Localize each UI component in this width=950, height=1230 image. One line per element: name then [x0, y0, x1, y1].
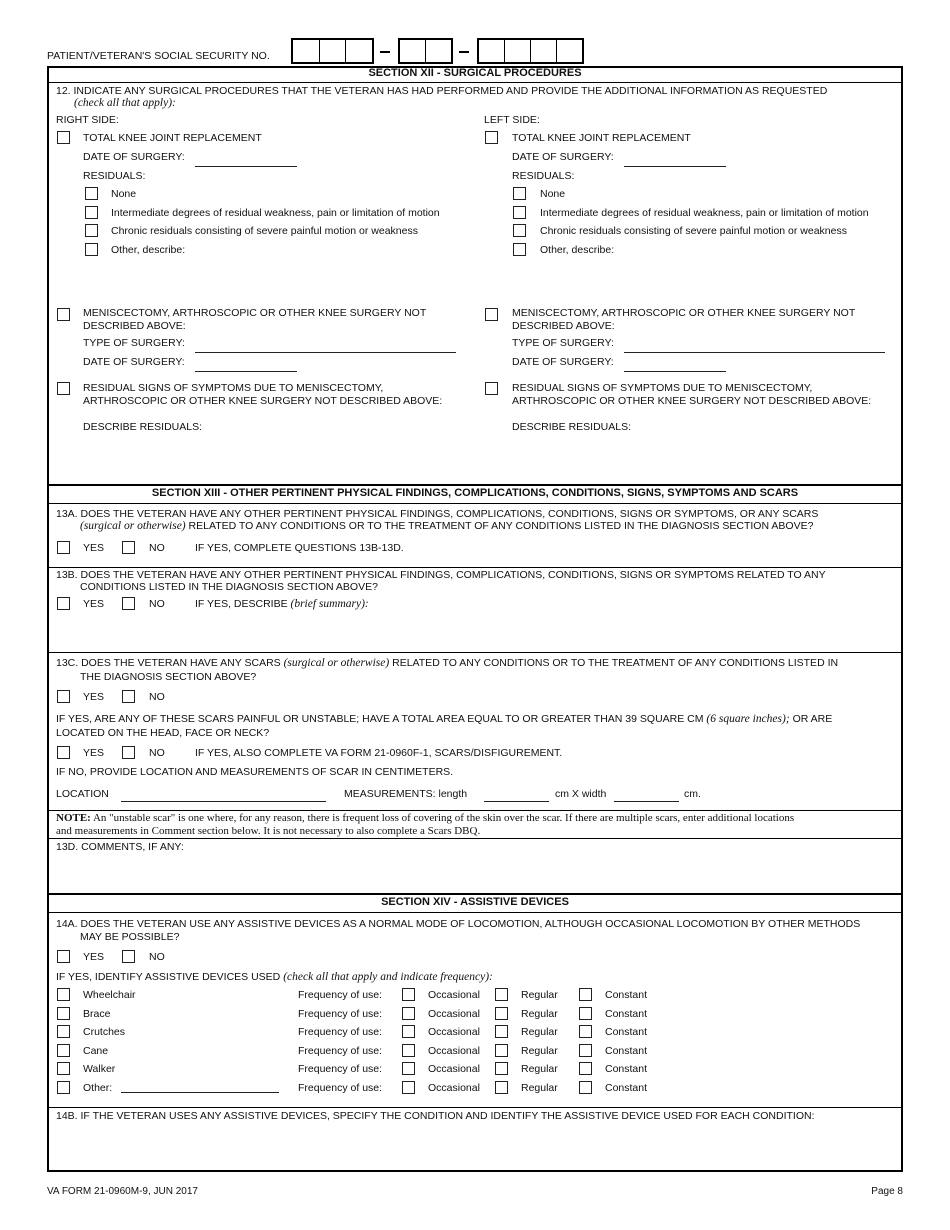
page-number: Page 8: [871, 1186, 903, 1197]
q13c-scar-italic: (6 square inches);: [706, 713, 790, 725]
right-tkr-date-label: DATE OF SURGERY:: [83, 151, 185, 163]
divider: [47, 82, 903, 83]
divider: [47, 652, 903, 653]
divider: [47, 912, 903, 913]
device-crutches-occasional-checkbox[interactable]: [402, 1025, 415, 1038]
divider: [47, 1107, 903, 1108]
q12-note: (check all that apply):: [74, 97, 176, 109]
device-brace-occasional-checkbox[interactable]: [402, 1007, 415, 1020]
q14a-no-checkbox[interactable]: [122, 950, 135, 963]
left-menisc-label-1: MENISCECTOMY, ARTHROSCOPIC OR OTHER KNEE SURGERY NOT: [512, 307, 856, 319]
ifyes-identify-text: IF YES, IDENTIFY ASSISTIVE DEVICES USED: [56, 971, 284, 983]
length-label: MEASUREMENTS: length: [344, 788, 468, 800]
constant-label: Constant: [605, 1008, 648, 1020]
q13c-scar-text-1: [56, 713, 832, 725]
right-residuals-label: RESIDUALS:: [83, 170, 146, 182]
constant-label: Constant: [605, 1045, 648, 1057]
q13d-comments-field[interactable]: [60, 855, 895, 890]
occasional-label: Occasional: [428, 1082, 480, 1094]
q14b-text: 14B. IF THE VETERAN USES ANY ASSISTIVE DEVICES, SPECIFY THE CONDITION AND IDENTIFY THE ASSISTIVE DEVICE USED FOR EACH CONDITION:: [56, 1110, 815, 1122]
q14b-field[interactable]: [60, 1126, 895, 1166]
q14a-yes-checkbox[interactable]: [57, 950, 70, 963]
right-res-intermediate-label: Intermediate degrees of residual weakness, pain or limitation of motion: [111, 207, 440, 219]
occasional-label: Occasional: [428, 1063, 480, 1075]
right-menisc-label-1: MENISCECTOMY, ARTHROSCOPIC OR OTHER KNEE SURGERY NOT: [83, 307, 427, 319]
regular-label: Regular: [521, 1082, 558, 1094]
device-other-field[interactable]: [121, 1092, 279, 1093]
q13c-yes-checkbox[interactable]: [57, 690, 70, 703]
q13b-no-label: NO: [149, 598, 165, 610]
right-resid-signs-label-1: RESIDUAL SIGNS OF SYMPTOMS DUE TO MENISCECTOMY,: [83, 382, 384, 394]
left-tkr-date-field[interactable]: [624, 166, 726, 167]
device-other-regular-checkbox[interactable]: [495, 1081, 508, 1094]
left-res-chronic-label: Chronic residuals consisting of severe painful motion or weakness: [540, 225, 847, 237]
ifyes-identify: [56, 971, 493, 983]
section-xiv-title: SECTION XIV - ASSISTIVE DEVICES: [381, 896, 569, 908]
left-residuals-label: RESIDUALS:: [512, 170, 575, 182]
left-describe-residuals-label: DESCRIBE RESIDUALS:: [512, 421, 632, 433]
q13b-ifyes-text: IF YES, DESCRIBE: [195, 598, 291, 610]
q14a-no-label: NO: [149, 951, 165, 963]
device-brace-regular-checkbox[interactable]: [495, 1007, 508, 1020]
device-crutches-regular-checkbox[interactable]: [495, 1025, 508, 1038]
q13c-text-1b: RELATED TO ANY CONDITIONS OR TO THE TREATMENT OF ANY CONDITIONS LISTED IN: [389, 657, 839, 669]
device-other-constant-checkbox[interactable]: [579, 1081, 592, 1094]
cm-label: cm.: [684, 788, 701, 800]
ifyes-identify-italic: (check all that apply and indicate frequency):: [283, 971, 493, 983]
frequency-label: Frequency of use:: [298, 989, 383, 1001]
right-resid-signs-checkbox[interactable]: [57, 382, 70, 395]
right-res-chronic-checkbox[interactable]: [85, 224, 98, 237]
q12-text: 12. INDICATE ANY SURGICAL PROCEDURES THAT THE VETERAN HAS HAD PERFORMED AND PROVIDE THE ADDITIONAL INFORMATION AS REQUESTED: [56, 85, 828, 97]
right-side-label: RIGHT SIDE:: [56, 114, 119, 126]
device-walker-occasional-checkbox[interactable]: [402, 1062, 415, 1075]
right-res-other-checkbox[interactable]: [85, 243, 98, 256]
form-id: VA FORM 21-0960M-9, JUN 2017: [47, 1186, 198, 1197]
ssn-dash: [459, 51, 469, 53]
device-wheelchair-regular-checkbox[interactable]: [495, 988, 508, 1001]
note-label: NOTE:: [56, 812, 91, 824]
section-xii-title: SECTION XII - SURGICAL PROCEDURES: [368, 67, 582, 79]
q13c-ifyes: IF YES, ALSO COMPLETE VA FORM 21-0960F-1, SCARS/DISFIGUREMENT.: [195, 747, 563, 759]
q13c-italic: (surgical or otherwise): [283, 657, 390, 669]
q13c-scar-yes-checkbox[interactable]: [57, 746, 70, 759]
right-menisc-date-field[interactable]: [195, 371, 297, 372]
left-type-label: TYPE OF SURGERY:: [512, 337, 614, 349]
divider: [47, 810, 903, 811]
q13a-yes-label: YES: [83, 542, 105, 554]
right-tkr-checkbox[interactable]: [57, 131, 70, 144]
device-walker-checkbox[interactable]: [57, 1062, 70, 1075]
device-cane-regular-checkbox[interactable]: [495, 1044, 508, 1057]
q13c-scar-no-checkbox[interactable]: [122, 746, 135, 759]
left-tkr-label: TOTAL KNEE JOINT REPLACEMENT: [512, 132, 691, 144]
width-label: cm X width: [555, 788, 607, 800]
note-text-2: and measurements in Comment section below. It is not necessary to also complete a Scars DBQ.: [56, 825, 481, 837]
frequency-label: Frequency of use:: [298, 1063, 383, 1075]
left-tkr-checkbox[interactable]: [485, 131, 498, 144]
device-crutches-constant-checkbox[interactable]: [579, 1025, 592, 1038]
left-resid-signs-label-2: ARTHROSCOPIC OR OTHER KNEE SURGERY NOT DESCRIBED ABOVE:: [512, 395, 872, 407]
q13a-italic: (surgical or otherwise): [80, 520, 186, 532]
ssn-label: PATIENT/VETERAN'S SOCIAL SECURITY NO.: [47, 50, 270, 62]
location-label: LOCATION: [56, 788, 109, 800]
q13a-no-checkbox[interactable]: [122, 541, 135, 554]
left-menisc-checkbox[interactable]: [485, 308, 498, 321]
left-res-intermediate-label: Intermediate degrees of residual weakness, pain or limitation of motion: [540, 207, 869, 219]
occasional-label: Occasional: [428, 989, 480, 1001]
device-cane-label: Cane: [83, 1045, 109, 1057]
q13b-ifyes-italic: (brief summary):: [290, 598, 369, 610]
constant-label: Constant: [605, 1026, 648, 1038]
left-side-label: LEFT SIDE:: [484, 114, 540, 126]
length-field[interactable]: [484, 801, 549, 802]
right-type-label: TYPE OF SURGERY:: [83, 337, 185, 349]
q13a-yes-checkbox[interactable]: [57, 541, 70, 554]
note-text-1: [56, 812, 794, 824]
device-wheelchair-occasional-checkbox[interactable]: [402, 988, 415, 1001]
width-field[interactable]: [614, 801, 679, 802]
occasional-label: Occasional: [428, 1008, 480, 1020]
regular-label: Regular: [521, 1008, 558, 1020]
q13c-no-label: NO: [149, 691, 165, 703]
occasional-label: Occasional: [428, 1045, 480, 1057]
q13a-text-2b: RELATED TO ANY CONDITIONS OR TO THE TREATMENT OF ANY CONDITIONS LISTED IN THE DIAGNOSIS SECTION ABOVE?: [185, 520, 814, 532]
left-menisc-date-label: DATE OF SURGERY:: [512, 356, 614, 368]
divider: [47, 503, 903, 504]
q13c-no-checkbox[interactable]: [122, 690, 135, 703]
right-type-field[interactable]: [195, 352, 456, 353]
q13b-yes-label: YES: [83, 598, 105, 610]
q13c-scar-no-label: NO: [149, 747, 165, 759]
device-walker-regular-checkbox[interactable]: [495, 1062, 508, 1075]
device-crutches-label: Crutches: [83, 1026, 126, 1038]
q13c-scar-1a: IF YES, ARE ANY OF THESE SCARS PAINFUL OR UNSTABLE; HAVE A TOTAL AREA EQUAL TO OR GREATER THAN 39 SQUARE CM: [56, 713, 707, 725]
q14a-text-2: MAY BE POSSIBLE?: [80, 931, 180, 943]
q13c-text-1a: 13C. DOES THE VETERAN HAVE ANY SCARS: [56, 657, 284, 669]
q13b-text-1: 13B. DOES THE VETERAN HAVE ANY OTHER PERTINENT PHYSICAL FINDINGS, COMPLICATIONS, CONDITIONS, SIGNS OR SYMPTOMS RELATED TO ANY: [56, 569, 826, 581]
device-other-checkbox[interactable]: [57, 1081, 70, 1094]
regular-label: Regular: [521, 1063, 558, 1075]
left-resid-signs-checkbox[interactable]: [485, 382, 498, 395]
regular-label: Regular: [521, 989, 558, 1001]
q14a-yes-label: YES: [83, 951, 105, 963]
right-res-intermediate-checkbox[interactable]: [85, 206, 98, 219]
q13a-text-2: [80, 520, 813, 532]
ssn-part-1-input[interactable]: [291, 38, 374, 64]
q13d-label: 13D. COMMENTS, IF ANY:: [56, 841, 184, 853]
q13c-ifno: IF NO, PROVIDE LOCATION AND MEASUREMENTS OF SCAR IN CENTIMETERS.: [56, 766, 454, 778]
right-menisc-label-2: DESCRIBED ABOVE:: [83, 320, 186, 332]
location-field[interactable]: [121, 801, 326, 802]
device-wheelchair-checkbox[interactable]: [57, 988, 70, 1001]
divider: [47, 484, 903, 486]
frequency-label: Frequency of use:: [298, 1082, 383, 1094]
divider: [47, 838, 903, 839]
constant-label: Constant: [605, 989, 648, 1001]
left-res-intermediate-checkbox[interactable]: [513, 206, 526, 219]
q13c-scar-1b: OR ARE: [789, 713, 833, 725]
q13c-scar-text-2: LOCATED ON THE HEAD, FACE OR NECK?: [56, 727, 270, 739]
left-type-field[interactable]: [624, 352, 885, 353]
left-menisc-label-2: DESCRIBED ABOVE:: [512, 320, 615, 332]
q14a-text-1: 14A. DOES THE VETERAN USE ANY ASSISTIVE DEVICES AS A NORMAL MODE OF LOCOMOTION, ALTHOUGH OCCASIONAL LOCOMOTION BY OTHER METHODS: [56, 918, 861, 930]
q13c-scar-yes-label: YES: [83, 747, 105, 759]
constant-label: Constant: [605, 1082, 648, 1094]
device-crutches-checkbox[interactable]: [57, 1025, 70, 1038]
device-other-label: Other:: [83, 1082, 113, 1094]
device-brace-constant-checkbox[interactable]: [579, 1007, 592, 1020]
right-tkr-label: TOTAL KNEE JOINT REPLACEMENT: [83, 132, 262, 144]
q13a-ifyes: IF YES, COMPLETE QUESTIONS 13B-13D.: [195, 542, 404, 554]
device-walker-label: Walker: [83, 1063, 116, 1075]
q13b-text-2: CONDITIONS LISTED IN THE DIAGNOSIS SECTION ABOVE?: [80, 581, 378, 593]
constant-label: Constant: [605, 1063, 648, 1075]
left-res-other-label: Other, describe:: [540, 244, 615, 256]
left-res-chronic-checkbox[interactable]: [513, 224, 526, 237]
regular-label: Regular: [521, 1026, 558, 1038]
device-cane-constant-checkbox[interactable]: [579, 1044, 592, 1057]
left-tkr-date-label: DATE OF SURGERY:: [512, 151, 614, 163]
right-res-none-checkbox[interactable]: [85, 187, 98, 200]
section-xiii-title: SECTION XIII - OTHER PERTINENT PHYSICAL FINDINGS, COMPLICATIONS, CONDITIONS, SIGNS, SYMPTOMS AND SCARS: [151, 487, 799, 499]
regular-label: Regular: [521, 1045, 558, 1057]
q13c-text-1: [56, 657, 838, 669]
right-describe-residuals-label: DESCRIBE RESIDUALS:: [83, 421, 203, 433]
ssn-dash: [380, 51, 390, 53]
right-res-chronic-label: Chronic residuals consisting of severe painful motion or weakness: [111, 225, 418, 237]
right-tkr-date-field[interactable]: [195, 166, 297, 167]
device-other-occasional-checkbox[interactable]: [402, 1081, 415, 1094]
frequency-label: Frequency of use:: [298, 1045, 383, 1057]
q13c-text-2: THE DIAGNOSIS SECTION ABOVE?: [80, 671, 257, 683]
device-cane-occasional-checkbox[interactable]: [402, 1044, 415, 1057]
left-resid-signs-label-1: RESIDUAL SIGNS OF SYMPTOMS DUE TO MENISCECTOMY,: [512, 382, 813, 394]
device-cane-checkbox[interactable]: [57, 1044, 70, 1057]
q13c-yes-label: YES: [83, 691, 105, 703]
ssn-part-3-input[interactable]: [477, 38, 584, 64]
device-wheelchair-constant-checkbox[interactable]: [579, 988, 592, 1001]
frequency-label: Frequency of use:: [298, 1026, 383, 1038]
q13b-yes-checkbox[interactable]: [57, 597, 70, 610]
q13b-ifyes: [195, 598, 369, 610]
right-res-other-label: Other, describe:: [111, 244, 186, 256]
right-resid-signs-label-2: ARTHROSCOPIC OR OTHER KNEE SURGERY NOT DESCRIBED ABOVE:: [83, 395, 443, 407]
q13a-no-label: NO: [149, 542, 165, 554]
device-brace-checkbox[interactable]: [57, 1007, 70, 1020]
right-res-none-label: None: [111, 188, 137, 200]
ssn-part-2-input[interactable]: [398, 38, 453, 64]
right-menisc-date-label: DATE OF SURGERY:: [83, 356, 185, 368]
device-walker-constant-checkbox[interactable]: [579, 1062, 592, 1075]
divider: [47, 567, 903, 568]
note-body-1: An "unstable scar" is one where, for any reason, there is frequent loss of covering of the skin over the scar. If there are multiple scars, enter additional locations: [90, 812, 795, 824]
q13b-no-checkbox[interactable]: [122, 597, 135, 610]
right-menisc-checkbox[interactable]: [57, 308, 70, 321]
left-res-none-checkbox[interactable]: [513, 187, 526, 200]
device-brace-label: Brace: [83, 1008, 111, 1020]
device-wheelchair-label: Wheelchair: [83, 989, 136, 1001]
frequency-label: Frequency of use:: [298, 1008, 383, 1020]
left-res-none-label: None: [540, 188, 566, 200]
divider: [47, 893, 903, 895]
left-menisc-date-field[interactable]: [624, 371, 726, 372]
occasional-label: Occasional: [428, 1026, 480, 1038]
left-res-other-checkbox[interactable]: [513, 243, 526, 256]
q13a-text-1: 13A. DOES THE VETERAN HAVE ANY OTHER PERTINENT PHYSICAL FINDINGS, COMPLICATIONS, CONDITIONS, SIGNS OR SYMPTOMS, OR ANY SCARS: [56, 508, 819, 520]
